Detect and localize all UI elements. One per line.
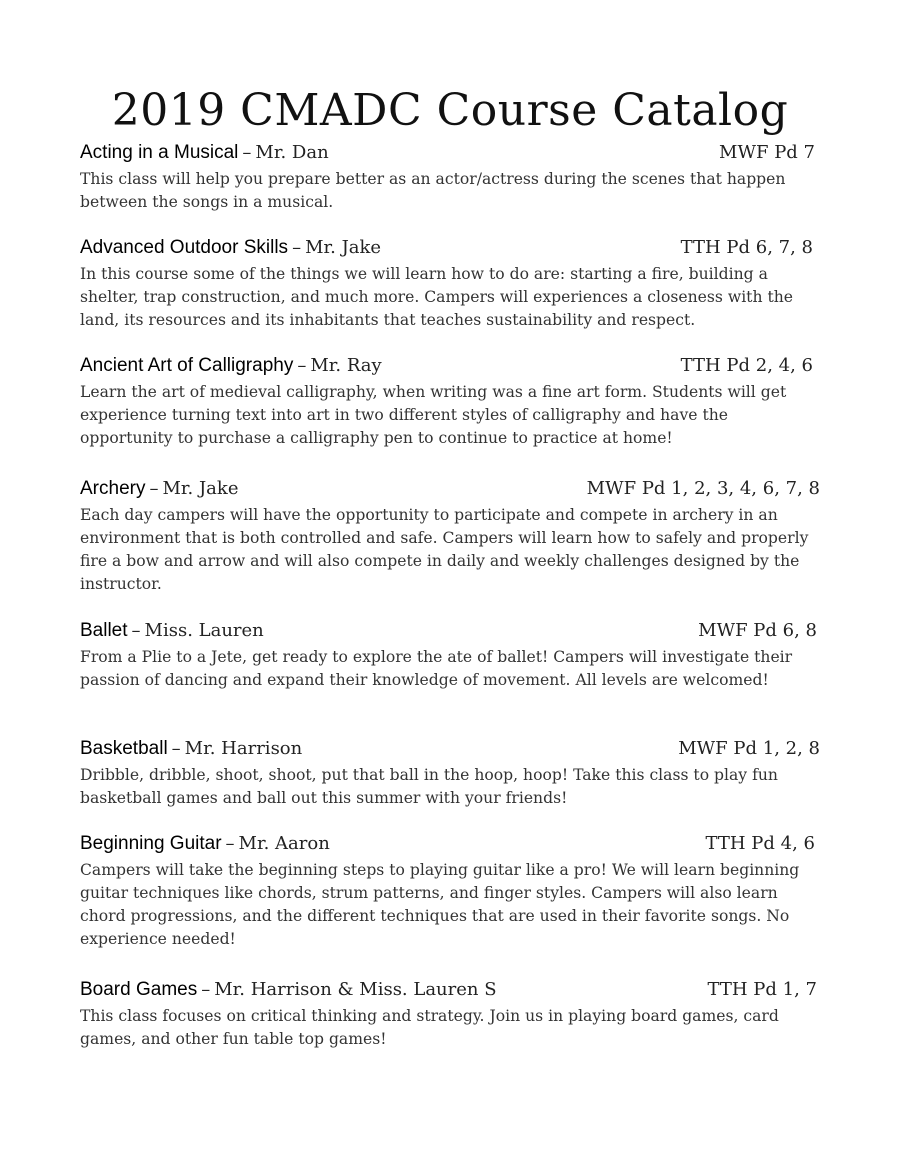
course-header (80, 977, 825, 1003)
course-description: This class will help you prepare better as an actor/actress during the scenes that happen between the songs in a musical. (80, 170, 786, 211)
course-header (80, 235, 825, 261)
course-name: Archery (80, 478, 146, 499)
course-entry (80, 353, 825, 450)
page-title: 2019 CMADC Course Catalog (111, 85, 789, 137)
course-schedule: TTH Pd 6, 7, 8 (680, 237, 813, 258)
course-description: Campers will take the beginning steps to playing guitar like a pro! We will learn beginning guitar techniques like chords, strum patterns, and finger styles. Campers will also learn chord progressions, and the different techniques that are used in their favorite songs. No experience needed! (80, 861, 800, 948)
course-teacher: Mr. Dan (255, 142, 329, 163)
course-schedule: TTH Pd 1, 7 (707, 979, 817, 1000)
course-schedule: MWF Pd 7 (719, 142, 815, 163)
course-name: Ballet (80, 620, 128, 641)
course-schedule: MWF Pd 1, 2, 3, 4, 6, 7, 8 (586, 478, 820, 499)
course-header (80, 140, 825, 166)
course-name: Ancient Art of Calligraphy (80, 355, 294, 376)
course-separator: – (149, 478, 159, 499)
course-name: Beginning Guitar (80, 833, 222, 854)
course-schedule: TTH Pd 2, 4, 6 (680, 355, 813, 376)
course-entry (80, 235, 825, 332)
course-schedule: MWF Pd 1, 2, 8 (678, 738, 820, 759)
course-teacher: Mr. Aaron (238, 833, 330, 854)
course-separator: – (292, 237, 302, 258)
course-teacher: Miss. Lauren (144, 620, 264, 641)
course-separator: – (242, 142, 252, 163)
course-header (80, 736, 825, 762)
course-name: Advanced Outdoor Skills (80, 237, 289, 258)
course-schedule: TTH Pd 4, 6 (705, 833, 815, 854)
course-teacher: Mr. Jake (305, 237, 382, 258)
course-entry (80, 476, 825, 596)
course-description: Each day campers will have the opportunity to participate and compete in archery in an environment that is both controlled and safe. Campers will learn how to safely and properly fire a bow and arrow and will also compete in daily and weekly challenges designed by the instructor. (80, 506, 809, 593)
course-separator: – (171, 738, 181, 759)
course-teacher: Mr. Ray (310, 355, 382, 376)
course-separator: – (131, 620, 141, 641)
course-description: Learn the art of medieval calligraphy, when writing was a fine art form. Students will get experience turning text into art in two different styles of calligraphy and have the opportunity to purchase a calligraphy pen to continue to practice at home! (80, 383, 787, 447)
course-teacher: Mr. Jake (162, 478, 239, 499)
course-name: Basketball (80, 738, 168, 759)
course-header (80, 353, 825, 379)
course-header (80, 476, 825, 502)
course-schedule: MWF Pd 6, 8 (698, 620, 817, 641)
course-description: From a Plie to a Jete, get ready to explore the ate of ballet! Campers will investigate their passion of dancing and expand their knowledge of movement. All levels are welcomed! (80, 648, 793, 689)
course-separator: – (297, 355, 307, 376)
course-entry (80, 618, 825, 692)
course-description: This class focuses on critical thinking and strategy. Join us in playing board games, card games, and other fun table top games! (80, 1007, 779, 1048)
course-description: Dribble, dribble, shoot, shoot, put that ball in the hoop, hoop! Take this class to play fun basketball games and ball out this summer with your friends! (80, 766, 778, 807)
course-teacher: Mr. Harrison & Miss. Lauren S (214, 979, 497, 1000)
course-teacher: Mr. Harrison (184, 738, 303, 759)
course-entry (80, 140, 825, 214)
course-name: Acting in a Musical (80, 142, 239, 163)
course-separator: – (201, 979, 211, 1000)
course-header (80, 618, 825, 644)
course-description: In this course some of the things we will learn how to do are: starting a fire, building a shelter, trap construction, and much more. Campers will experiences a closeness with the land, its resources and its inhabitants that teaches sustainability and respect. (80, 265, 793, 329)
course-entry (80, 736, 825, 810)
course-entry (80, 977, 825, 1051)
course-separator: – (225, 833, 235, 854)
course-entry (80, 831, 825, 951)
course-name: Board Games (80, 979, 198, 1000)
course-header (80, 831, 825, 857)
